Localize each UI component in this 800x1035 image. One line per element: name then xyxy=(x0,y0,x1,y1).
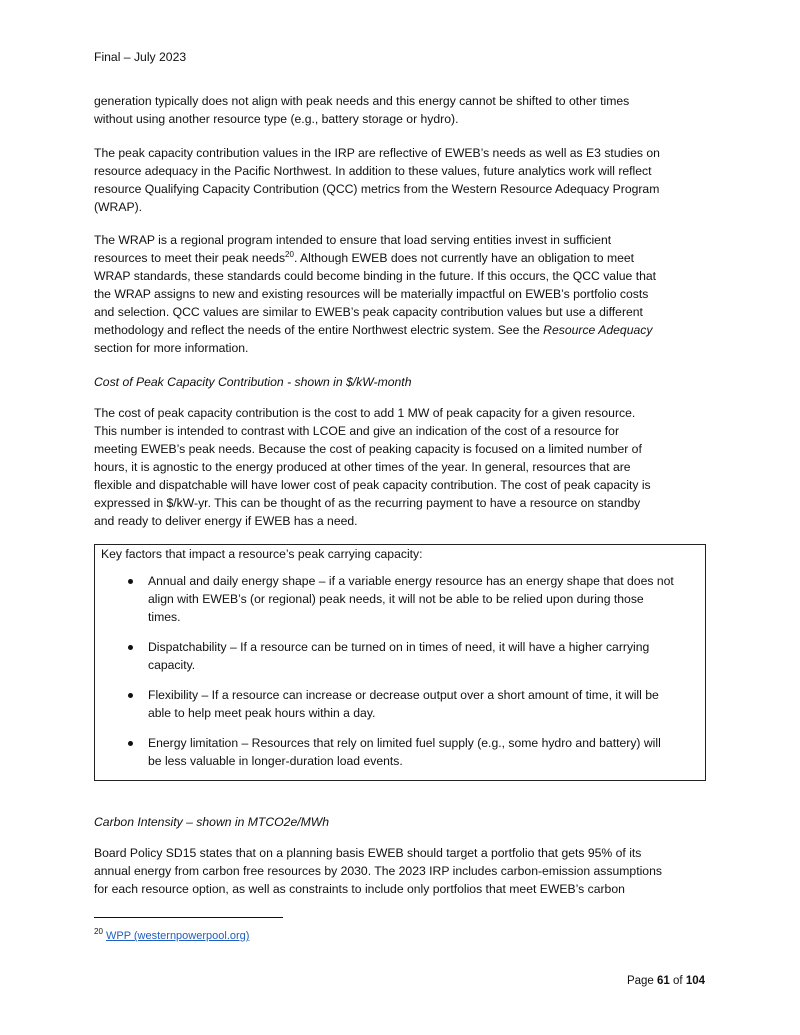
paragraph-line: Board Policy SD15 states that on a planning basis EWEB should target a portfolio that gets 95% of its xyxy=(94,846,642,860)
paragraph-line xyxy=(94,250,634,266)
paragraph-line: and selection. QCC values are similar to EWEB’s peak capacity contribution values but use a different xyxy=(94,305,643,319)
bullet-line: Dispatchability – If a resource can be turned on in times of need, it will have a higher carrying xyxy=(148,640,650,654)
footnote-ref[interactable]: 20 xyxy=(285,250,294,259)
paragraph-line: without using another resource type (e.g., battery storage or hydro). xyxy=(94,112,459,126)
paragraph-line: generation typically does not align with peak needs and this energy cannot be shifted to other times xyxy=(94,94,630,108)
paragraph-line: expressed in $/kW-yr. This can be thought of as the recurring payment to have a resource on standby xyxy=(94,496,641,510)
text: . Although EWEB does not currently have an obligation to meet xyxy=(293,251,635,265)
section-heading: Carbon Intensity – shown in MTCO2e/MWh xyxy=(94,815,330,829)
footnote-link[interactable]: WPP (westernpowerpool.org) xyxy=(105,930,250,942)
bullet-line: Annual and daily energy shape – if a variable energy resource has an energy shape that does not xyxy=(148,574,674,588)
paragraph-line: the WRAP assigns to new and existing resources will be materially impactful on EWEB’s portfolio costs xyxy=(94,287,649,301)
bullet-line: able to help meet peak hours within a day. xyxy=(148,706,376,720)
page-label: Page xyxy=(626,975,654,987)
paragraph-line: (WRAP). xyxy=(94,200,143,214)
section-heading: Cost of Peak Capacity Contribution - shown in $/kW-month xyxy=(94,375,412,389)
paragraph-line: The peak capacity contribution values in the IRP are reflective of EWEB’s needs as well as E3 studies on xyxy=(94,146,660,160)
section-reference: Resource Adequacy xyxy=(543,323,653,337)
total-pages: 104 xyxy=(685,975,705,987)
footnote xyxy=(94,928,249,944)
bullet-icon xyxy=(128,645,133,650)
paragraph-line: resource Qualifying Capacity Contribution (QCC) metrics from the Western Resource Adequacy Program xyxy=(94,182,660,196)
footnote-number: 20 xyxy=(94,927,103,936)
text: resources to meet their peak needs xyxy=(94,251,286,265)
paragraph-line: WRAP standards, these standards could become binding in the future. If this occurs, the QCC value that xyxy=(94,269,657,283)
paragraph-line: hours, it is agnostic to the energy produced at other times of the year. In general, resources that are xyxy=(94,460,631,474)
bullet-icon xyxy=(128,741,133,746)
page-number xyxy=(627,973,705,989)
bullet-line: be less valuable in longer-duration load events. xyxy=(148,754,403,768)
page-header: Final – July 2023 xyxy=(94,50,187,64)
bullet-icon xyxy=(128,579,133,584)
paragraph-line: for each resource option, as well as constraints to include only portfolios that meet EWEB’s carbon xyxy=(94,882,625,896)
bullet-line: times. xyxy=(148,610,181,624)
paragraph-line: meeting EWEB’s peak needs. Because the cost of peaking capacity is focused on a limited number of xyxy=(94,442,642,456)
paragraph-line: The WRAP is a regional program intended to ensure that load serving entities invest in sufficient xyxy=(94,233,612,247)
paragraph-line: resource adequacy in the Pacific Northwest. In addition to these values, future analytics work will reflect xyxy=(94,164,652,178)
paragraph-line: section for more information. xyxy=(94,341,249,355)
paragraph-line xyxy=(94,322,652,338)
bullet-line: Flexibility – If a resource can increase or decrease output over a short amount of time, it will be xyxy=(148,688,659,702)
bullet-line: align with EWEB’s (or regional) peak needs, it will not be able to be relied upon during those xyxy=(148,592,644,606)
footnote-divider xyxy=(94,917,283,918)
box-title: Key factors that impact a resource’s peak carrying capacity: xyxy=(101,547,423,561)
current-page: 61 xyxy=(657,975,670,987)
of-label: of xyxy=(673,975,683,987)
paragraph-line: flexible and dispatchable will have lower cost of peak capacity contribution. The cost of peak capacity is xyxy=(94,478,651,492)
paragraph-line: This number is intended to contrast with LCOE and give an indication of the cost of a resource for xyxy=(94,424,620,438)
bullet-icon xyxy=(128,693,133,698)
bullet-line: capacity. xyxy=(148,658,196,672)
bullet-line: Energy limitation – Resources that rely on limited fuel supply (e.g., some hydro and battery) will xyxy=(148,736,661,750)
text: methodology and reflect the needs of the entire Northwest electric system. See the xyxy=(94,323,544,337)
paragraph-line: annual energy from carbon free resources by 2030. The 2023 IRP includes carbon-emission assumptions xyxy=(94,864,662,878)
paragraph-line: and ready to deliver energy if EWEB has a need. xyxy=(94,514,358,528)
paragraph-line: The cost of peak capacity contribution is the cost to add 1 MW of peak capacity for a given resource. xyxy=(94,406,636,420)
